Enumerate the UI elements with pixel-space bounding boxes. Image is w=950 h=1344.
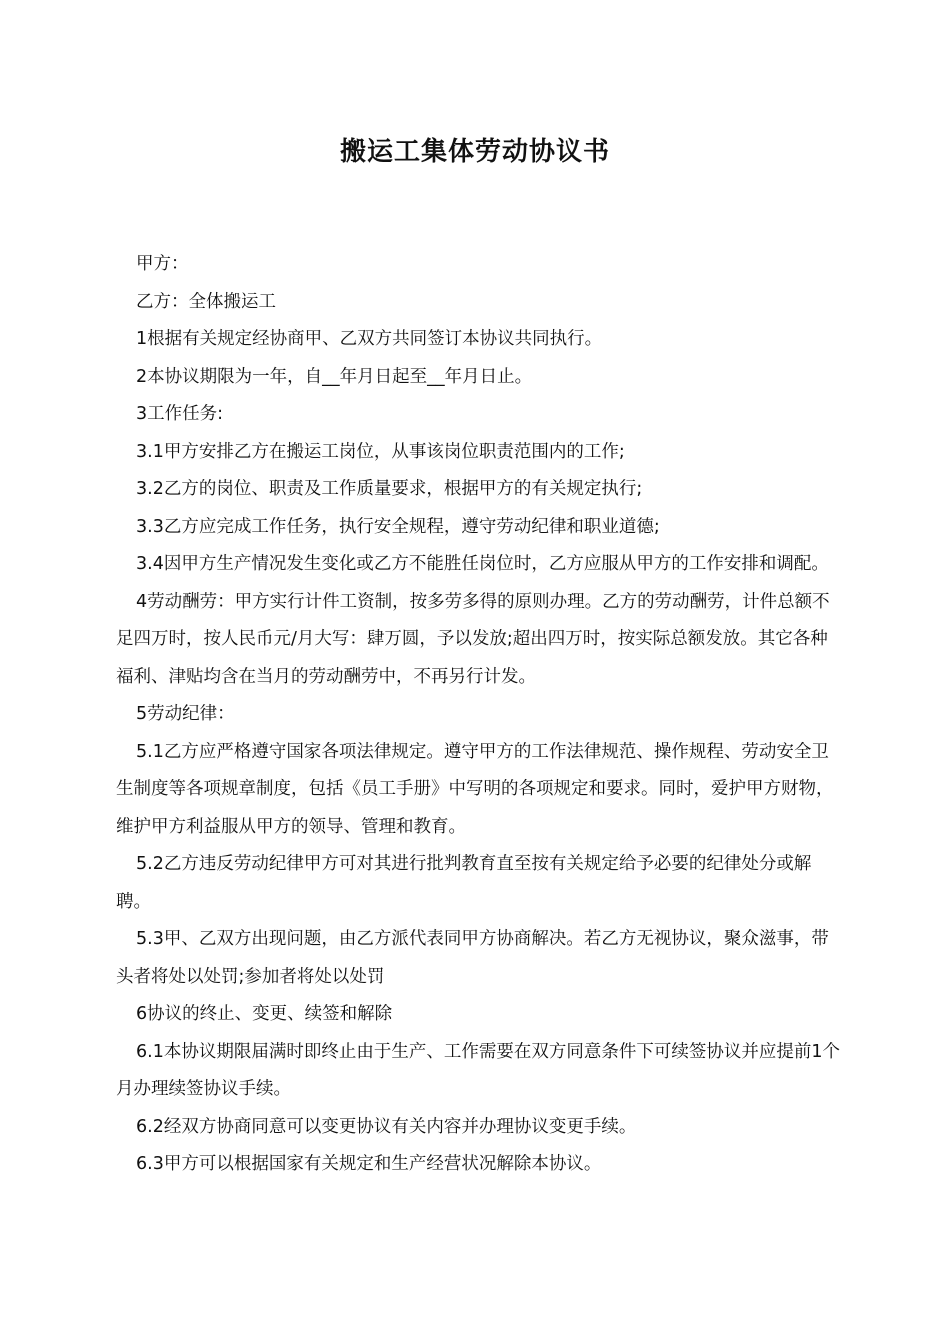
clause-3-2: 3.2乙方的岗位、职责及工作质量要求，根据甲方的有关规定执行; (136, 479, 643, 499)
clause-3-3: 3.3乙方应完成工作任务，执行安全规程，遵守劳动纪律和职业道德; (136, 516, 660, 537)
document-body (116, 246, 840, 1184)
clause-5-1: 5.1乙方应严格遵守国家各项法律规定。遵守甲方的工作法律规范、操作规程、劳动安全卫生制度等各项规章制度，包括《员工手册》中写明的各项规定和要求。同时，爱护甲方财物，维护甲方利益服从甲方的领导、管理和教育。 (116, 741, 834, 837)
clause-6-3: 6.3甲方可以根据国家有关规定和生产经营状况解除本协议。 (136, 1154, 602, 1174)
clause-5-3: 5.3甲、乙双方出现问题，由乙方派代表同甲方协商解决。若乙方无视协议，聚众滋事，带头者将处以处罚;参加者将处以处罚 (116, 929, 829, 987)
clause-3-heading: 3工作任务: (136, 404, 224, 424)
clause-4: 4劳动酬劳：甲方实行计件工资制，按多劳多得的原则办理。乙方的劳动酬劳，计件总额不足四万时，按人民币元/月大写：肆万圆，予以发放;超出四万时，按实际总额发放。其它各种福利、津贴均含在当月的劳动酬劳中，不再另行计发。 (116, 591, 830, 687)
clause-6-heading: 6协议的终止、变更、续签和解除 (136, 1004, 393, 1024)
clause-6-2: 6.2经双方协商同意可以变更协议有关内容并办理协议变更手续。 (136, 1116, 637, 1137)
document-title: 搬运工集体劳动协议书 (339, 137, 610, 167)
party-a-line: 甲方： (136, 254, 189, 274)
clause-3-1: 3.1甲方安排乙方在搬运工岗位，从事该岗位职责范围内的工作; (136, 441, 625, 462)
clause-1: 1根据有关规定经协商甲、乙双方共同签订本协议共同执行。 (136, 329, 603, 349)
clause-5-2: 5.2乙方违反劳动纪律甲方可对其进行批判教育直至按有关规定给予必要的纪律处分或解聘。 (116, 854, 812, 912)
clause-3-4: 3.4因甲方生产情况发生变化或乙方不能胜任岗位时，乙方应服从甲方的工作安排和调配。 (136, 554, 829, 574)
clause-5-heading: 5劳动纪律： (136, 704, 235, 724)
clause-2: 2本协议期限为一年，自__年月日起至__年月日止。 (136, 366, 533, 387)
clause-6-1: 6.1本协议期限届满时即终止由于生产、工作需要在双方同意条件下可续签协议并应提前1个月办理续签协议手续。 (116, 1041, 840, 1099)
party-b-line: 乙方：全体搬运工 (136, 291, 276, 312)
